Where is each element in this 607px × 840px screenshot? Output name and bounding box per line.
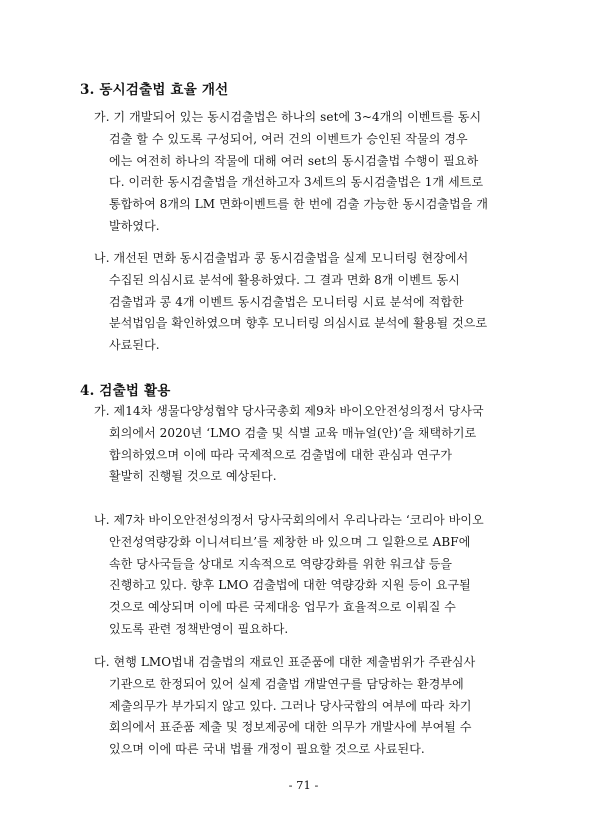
paragraph-line: 검출 할 수 있도록 구성되어, 여러 건의 이벤트가 승인된 작물의 경우	[109, 131, 468, 146]
paragraph-line: 통합하여 8개의 LM 면화이벤트를 한 번에 검출 가능한 동시검출법을 개	[109, 197, 489, 212]
paragraph-line: 발하였다.	[109, 218, 160, 233]
paragraph-line: 나. 개선된 면화 동시검출법과 콩 동시검출법을 실제 모니터링 현장에서	[94, 251, 469, 265]
paragraph-4-da	[94, 652, 534, 761]
paragraph-line: 회의에서 표준품 제출 및 정보제공에 대한 의무가 개발사에 부여될 수	[109, 720, 472, 735]
paragraph-line: 있으며 이에 따른 국내 법률 개정이 필요할 것으로 사료된다.	[109, 742, 425, 757]
paragraph-line: 사료된다.	[109, 338, 160, 353]
paragraph-line: 검출법과 콩 4개 이벤트 동시검출법은 모니터링 시료 분석에 적합한	[109, 294, 464, 309]
paragraph-3-ga	[94, 107, 534, 238]
paragraph-line: 진행하고 있다. 향후 LMO 검출법에 대한 역량강화 지원 등이 요구될	[109, 578, 471, 593]
paragraph-line: 수집된 의심시료 분석에 활용하였다. 그 결과 면화 8개 이벤트 동시	[109, 272, 460, 287]
paragraph-line: 합의하였으며 이에 따라 국제적으로 검출법에 대한 관심과 연구가	[109, 447, 453, 462]
paragraph-line: 속한 당사국들을 상대로 지속적으로 역량강화를 위한 워크샵 등을	[109, 556, 453, 571]
paragraph-line: 다. 이러한 동시검출법을 개선하고자 3세트의 동시검출법은 1개 세트로	[109, 175, 484, 190]
paragraph-line: 제출의무가 부가되지 않고 있다. 그러나 당사국합의 여부에 따라 차기	[109, 698, 472, 713]
paragraph-line: 활발히 진행될 것으로 예상된다.	[109, 469, 277, 484]
paragraph-line: 안전성역량강화 이니셔티브’를 제창한 바 있으며 그 일환으로 ABF에	[109, 534, 471, 549]
paragraph-line: 에는 여전히 하나의 작물에 대해 여러 set의 동시검출법 수행이 필요하	[109, 153, 479, 168]
paragraph-line: 다. 현행 LMO법내 검출법의 재료인 표준품에 대한 제출범위가 주관심사	[94, 655, 476, 669]
paragraph-line: 것으로 예상되며 이에 따른 국제대응 업무가 효율적으로 이뤄질 수	[109, 600, 457, 615]
paragraph-line: 나. 제7차 바이오안전성의정서 당사국회의에서 우리나라는 ‘코리아 바이오	[94, 513, 484, 527]
section-heading-3: 3. 동시검출법 효율 개선	[80, 82, 229, 98]
page-number: - 71 -	[288, 778, 319, 792]
paragraph-line: 기관으로 한정되어 있어 실제 검출법 개발연구를 담당하는 환경부에	[109, 676, 464, 691]
paragraph-line: 가. 제14차 생물다양성협약 당사국총회 제9차 바이오안전성의정서 당사국	[94, 404, 484, 418]
section-heading-4: 4. 검출법 활용	[80, 383, 171, 399]
paragraph-line: 회의에서 2020년 ‘LMO 검출 및 식별 교육 매뉴얼(안)’을 채택하기로	[109, 425, 477, 440]
paragraph-line: 분석법임을 확인하였으며 향후 모니터링 의심시료 분석에 활용될 것으로	[109, 316, 488, 331]
paragraph-3-na	[94, 248, 534, 357]
paragraph-4-na	[94, 510, 534, 641]
paragraph-line: 있도록 관련 정책반영이 필요하다.	[109, 621, 289, 636]
paragraph-line: 가. 기 개발되어 있는 동시검출법은 하나의 set에 3~4개의 이벤트를 동시	[94, 110, 482, 124]
paragraph-4-ga	[94, 401, 534, 488]
